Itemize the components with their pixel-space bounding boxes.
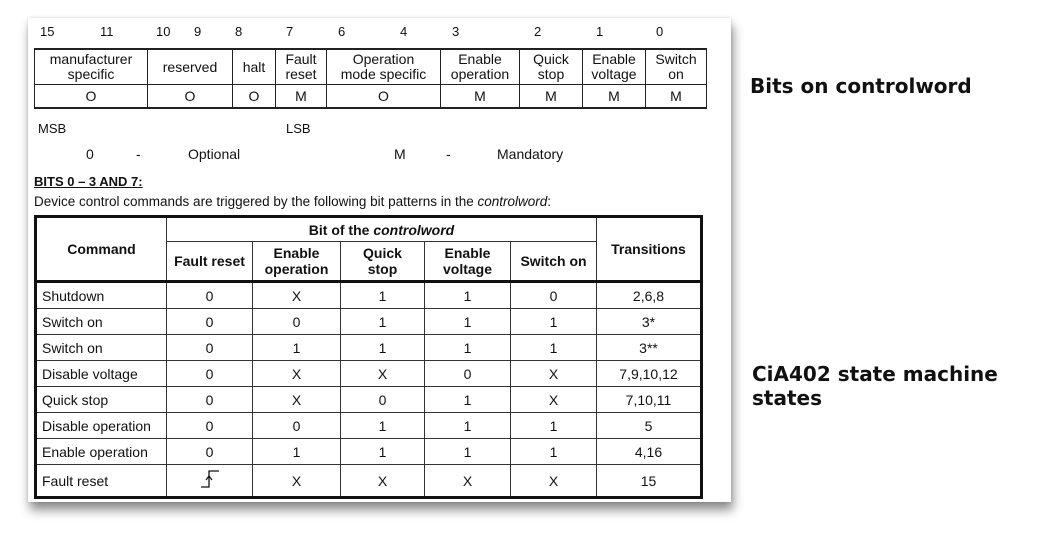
- rising-edge-icon: [199, 467, 221, 491]
- controlword-bit-table: [34, 48, 707, 109]
- legend-mandatory-code: M: [394, 146, 406, 162]
- cell-quick-stop: 1: [341, 309, 425, 335]
- cell-switch-on: X: [511, 361, 597, 387]
- bit-header-enable-operation: Enable operation: [253, 242, 341, 282]
- bit-number: 0: [656, 24, 664, 39]
- legend-optional-text: Optional: [188, 146, 241, 162]
- legend-dash: -: [136, 146, 141, 162]
- cell-fault-reset: [167, 465, 253, 498]
- table-row: [36, 413, 702, 439]
- command-header: Command: [36, 217, 167, 282]
- table-row: [36, 335, 702, 361]
- cell-enable-operation: X: [253, 465, 341, 498]
- cell-fault-reset: 0: [167, 413, 253, 439]
- cell-transitions: 7,10,11: [597, 387, 702, 413]
- table-row: [36, 361, 702, 387]
- table-row: [36, 282, 702, 309]
- cell-quick-stop: X: [341, 465, 425, 498]
- bit-number: 3: [452, 24, 460, 39]
- command-name: Quick stop: [36, 387, 167, 413]
- cw-mode-cell: M: [276, 85, 327, 109]
- cell-enable-operation: 0: [253, 309, 341, 335]
- cw-mode-cell: M: [520, 85, 583, 109]
- cell-enable-voltage: 1: [425, 282, 511, 309]
- command-name: Shutdown: [36, 282, 167, 309]
- cw-header-cell: Operation mode specific: [327, 49, 441, 85]
- cell-quick-stop: X: [341, 361, 425, 387]
- cell-enable-voltage: X: [425, 465, 511, 498]
- lsb-label: LSB: [286, 121, 311, 136]
- cell-quick-stop: 1: [341, 439, 425, 465]
- cw-header-cell: Enable operation: [441, 49, 520, 85]
- bit-number: 1: [596, 24, 604, 39]
- bit-header-switch-on: Switch on: [511, 242, 597, 282]
- cell-quick-stop: 1: [341, 413, 425, 439]
- cw-mode-cell: O: [327, 85, 441, 109]
- section-heading: BITS 0 – 3 AND 7:: [34, 174, 143, 189]
- bit-number: 7: [286, 24, 294, 39]
- cell-fault-reset: 0: [167, 335, 253, 361]
- bit-group-header: Bit of the controlword: [167, 217, 597, 242]
- cell-enable-operation: 1: [253, 439, 341, 465]
- bit-number: 2: [534, 24, 542, 39]
- cw-header-cell: reserved: [148, 49, 233, 85]
- command-name: Switch on: [36, 309, 167, 335]
- cell-fault-reset: 0: [167, 361, 253, 387]
- legend-mandatory-text: Mandatory: [497, 146, 564, 162]
- cw-mode-cell: M: [441, 85, 520, 109]
- cw-header-cell: Switch on: [646, 49, 707, 85]
- cell-enable-voltage: 1: [425, 309, 511, 335]
- cw-mode-cell: O: [148, 85, 233, 109]
- cell-enable-operation: X: [253, 361, 341, 387]
- cell-transitions: 15: [597, 465, 702, 498]
- cell-quick-stop: 1: [341, 335, 425, 361]
- document-image: [28, 18, 731, 502]
- command-name: Fault reset: [36, 465, 167, 498]
- cell-transitions: 3*: [597, 309, 702, 335]
- cw-header-cell: manufacturer specific: [35, 49, 148, 85]
- cell-fault-reset: 0: [167, 387, 253, 413]
- cw-header-cell: Quick stop: [520, 49, 583, 85]
- cell-switch-on: 1: [511, 439, 597, 465]
- side-label-controlword: Bits on controlword: [750, 74, 972, 98]
- command-name: Disable voltage: [36, 361, 167, 387]
- cw-mode-cell: O: [35, 85, 148, 109]
- command-name: Disable operation: [36, 413, 167, 439]
- cw-header-cell: Enable voltage: [583, 49, 646, 85]
- cw-mode-cell: O: [233, 85, 276, 109]
- cw-mode-cell: M: [583, 85, 646, 109]
- side-label-states: CiA402 state machine states: [752, 362, 998, 410]
- cell-transitions: 5: [597, 413, 702, 439]
- table-row: [36, 439, 702, 465]
- bit-number: 15: [40, 24, 55, 39]
- cell-quick-stop: 1: [341, 282, 425, 309]
- bit-number-row: [28, 24, 731, 42]
- cell-enable-voltage: 1: [425, 335, 511, 361]
- table-row: [36, 387, 702, 413]
- legend-dash: -: [446, 146, 451, 162]
- legend-optional-code: 0: [86, 146, 94, 162]
- bit-number: 9: [194, 24, 202, 39]
- cell-switch-on: 1: [511, 413, 597, 439]
- bit-number: 11: [100, 24, 114, 39]
- cell-enable-operation: X: [253, 282, 341, 309]
- command-name: Switch on: [36, 335, 167, 361]
- cell-enable-voltage: 1: [425, 439, 511, 465]
- bit-number: 10: [156, 24, 171, 39]
- cell-switch-on: X: [511, 387, 597, 413]
- cell-enable-voltage: 1: [425, 413, 511, 439]
- cell-transitions: 2,6,8: [597, 282, 702, 309]
- cell-quick-stop: 0: [341, 387, 425, 413]
- cell-switch-on: 1: [511, 335, 597, 361]
- cell-enable-voltage: 1: [425, 387, 511, 413]
- bit-header-fault-reset: Fault reset: [167, 242, 253, 282]
- bit-header-enable-voltage: Enable voltage: [425, 242, 511, 282]
- cell-fault-reset: 0: [167, 309, 253, 335]
- command-table: [34, 215, 703, 499]
- table-row: [36, 309, 702, 335]
- cw-mode-cell: M: [646, 85, 707, 109]
- bit-header-quick-stop: Quick stop: [341, 242, 425, 282]
- cell-fault-reset: 0: [167, 282, 253, 309]
- transitions-header: Transitions: [597, 217, 702, 282]
- bit-number: 6: [338, 24, 346, 39]
- cell-switch-on: 1: [511, 309, 597, 335]
- intro-text: Device control commands are triggered by the following bit patterns in the controlword:: [34, 194, 552, 209]
- cell-enable-operation: X: [253, 387, 341, 413]
- cell-enable-operation: 1: [253, 335, 341, 361]
- cw-header-cell: Fault reset: [276, 49, 327, 85]
- bit-number: 8: [235, 24, 243, 39]
- bit-number: 4: [400, 24, 408, 39]
- msb-label: MSB: [38, 121, 67, 136]
- cell-switch-on: 0: [511, 282, 597, 309]
- cell-switch-on: X: [511, 465, 597, 498]
- cw-header-cell: halt: [233, 49, 276, 85]
- cell-enable-voltage: 0: [425, 361, 511, 387]
- table-row: [36, 465, 702, 498]
- cell-transitions: 3**: [597, 335, 702, 361]
- cell-enable-operation: 0: [253, 413, 341, 439]
- command-name: Enable operation: [36, 439, 167, 465]
- cell-transitions: 4,16: [597, 439, 702, 465]
- cell-transitions: 7,9,10,12: [597, 361, 702, 387]
- cell-fault-reset: 0: [167, 439, 253, 465]
